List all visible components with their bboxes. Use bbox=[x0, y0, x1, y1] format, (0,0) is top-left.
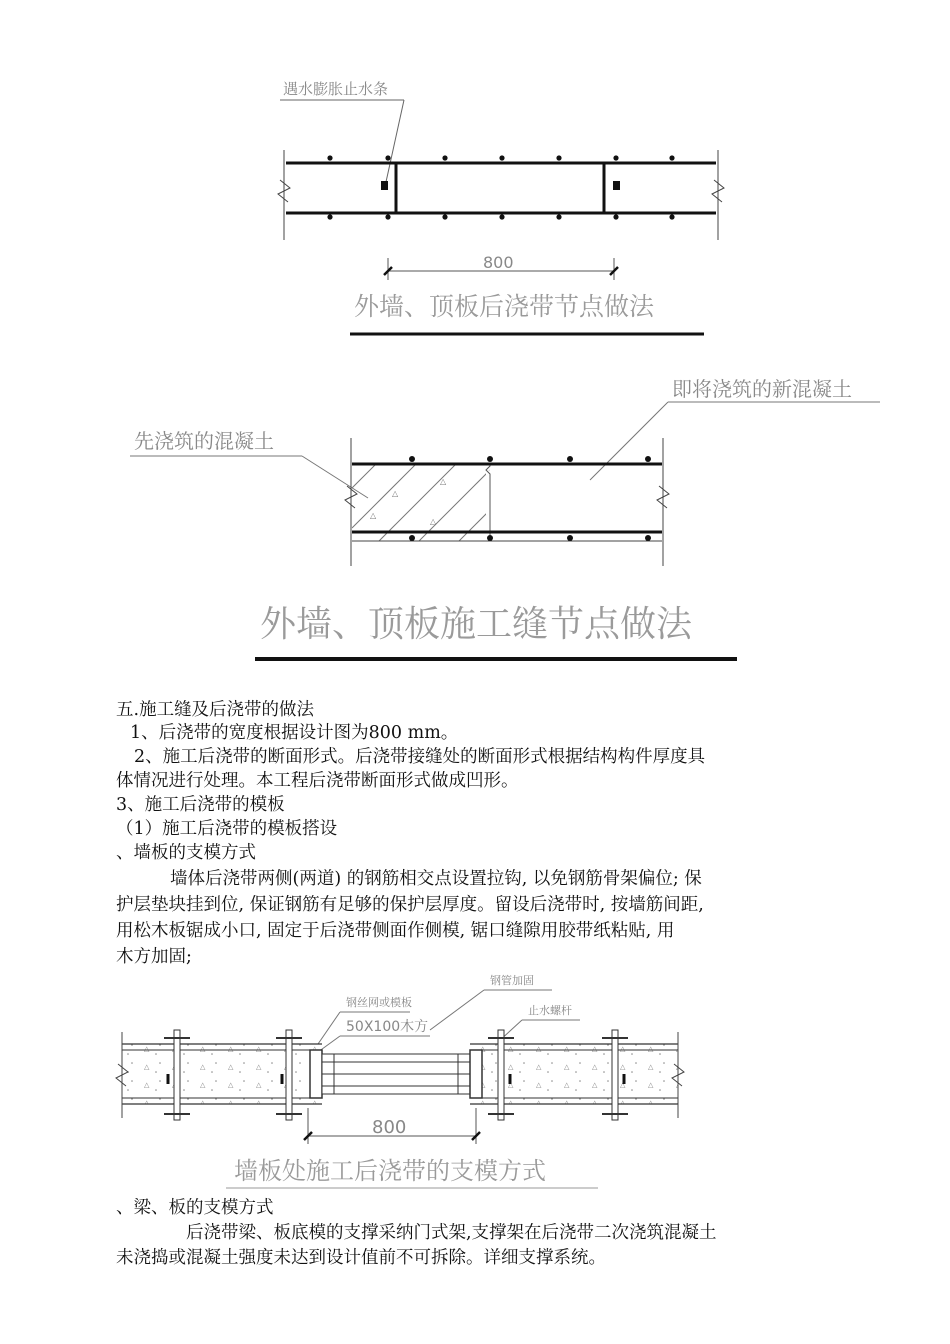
figure3-title: 墙板处施工后浇带的支模方式 bbox=[234, 1157, 546, 1185]
section-heading: 五.施工缝及后浇带的做法 bbox=[116, 700, 315, 720]
paragraph-6-line-2: 护层垫块挂到位, 保证钢筋有足够的保护层厚度。留设后浇带时, 按墙筋间距, bbox=[116, 895, 704, 915]
svg-text:△: △ bbox=[440, 477, 447, 486]
rebar-dots bbox=[409, 456, 651, 541]
figure1-title: 外墙、顶板后浇带节点做法 bbox=[354, 292, 655, 321]
paragraph-1: 1、后浇带的宽度根据设计图为800 mm。 bbox=[130, 723, 459, 743]
paragraph-4: （1）施工后浇带的模板搭设 bbox=[116, 819, 338, 839]
paragraph-2-line-2: 体情况进行处理。本工程后浇带断面形式做成凹形。 bbox=[116, 771, 519, 791]
rebar-dots bbox=[327, 155, 674, 219]
svg-text:△: △ bbox=[392, 489, 399, 498]
paragraph-6-line-4: 木方加固; bbox=[116, 947, 192, 967]
paragraph-8-line-2: 未浇捣或混凝土强度未达到设计值前不可拆除。详细支撑系统。 bbox=[116, 1248, 606, 1268]
bolt-label: 止水螺杆 bbox=[528, 1004, 572, 1017]
steel-pipe-label: 钢管加固 bbox=[490, 974, 534, 987]
dimension-800: 800 bbox=[483, 253, 514, 272]
figure-construction-joint-detail bbox=[0, 368, 950, 668]
new-concrete-label: 即将浇筑的新混凝土 bbox=[672, 377, 852, 401]
paragraph-8-line-1: 后浇带梁、板底模的支撑采纳门式架,支撑架在后浇带二次浇筑混凝土 bbox=[186, 1223, 717, 1243]
paragraph-5: 、墙板的支模方式 bbox=[116, 843, 256, 863]
waterstop-label: 遇水膨胀止水条 bbox=[283, 80, 389, 98]
figure-post-pour-strip-detail bbox=[0, 70, 950, 342]
timber-label: 50X100木方 bbox=[346, 1019, 429, 1035]
wall-section-right bbox=[470, 1030, 684, 1120]
paragraph-3: 3、施工后浇带的模板 bbox=[116, 795, 285, 815]
mesh-label: 钢丝网或模板 bbox=[346, 996, 412, 1009]
slab-section bbox=[345, 438, 669, 566]
svg-text:△: △ bbox=[430, 517, 437, 526]
svg-text:△: △ bbox=[370, 511, 377, 520]
dimension-800: 800 bbox=[372, 1117, 407, 1138]
timber-formwork bbox=[322, 1054, 470, 1094]
paragraph-6-line-3: 用松木板锯成小口, 固定于后浇带侧面作侧模, 锯口缝隙用胶带纸粘贴, 用 bbox=[116, 921, 675, 941]
figure-wall-formwork-method bbox=[0, 968, 950, 1193]
slab-section bbox=[278, 150, 724, 240]
paragraph-2-line-1: 2、施工后浇带的断面形式。后浇带接缝处的断面形式根据结构构件厚度具 bbox=[134, 747, 706, 767]
old-concrete-label: 先浇筑的混凝土 bbox=[134, 429, 274, 453]
paragraph-6-line-1: 墙体后浇带两侧(两道) 的钢筋相交点设置拉钩, 以免钢筋骨架偏位; 保 bbox=[170, 869, 702, 889]
paragraph-7: 、梁、板的支模方式 bbox=[116, 1198, 274, 1218]
wall-section-left bbox=[116, 1030, 322, 1120]
figure2-title: 外墙、顶板施工缝节点做法 bbox=[260, 604, 693, 645]
